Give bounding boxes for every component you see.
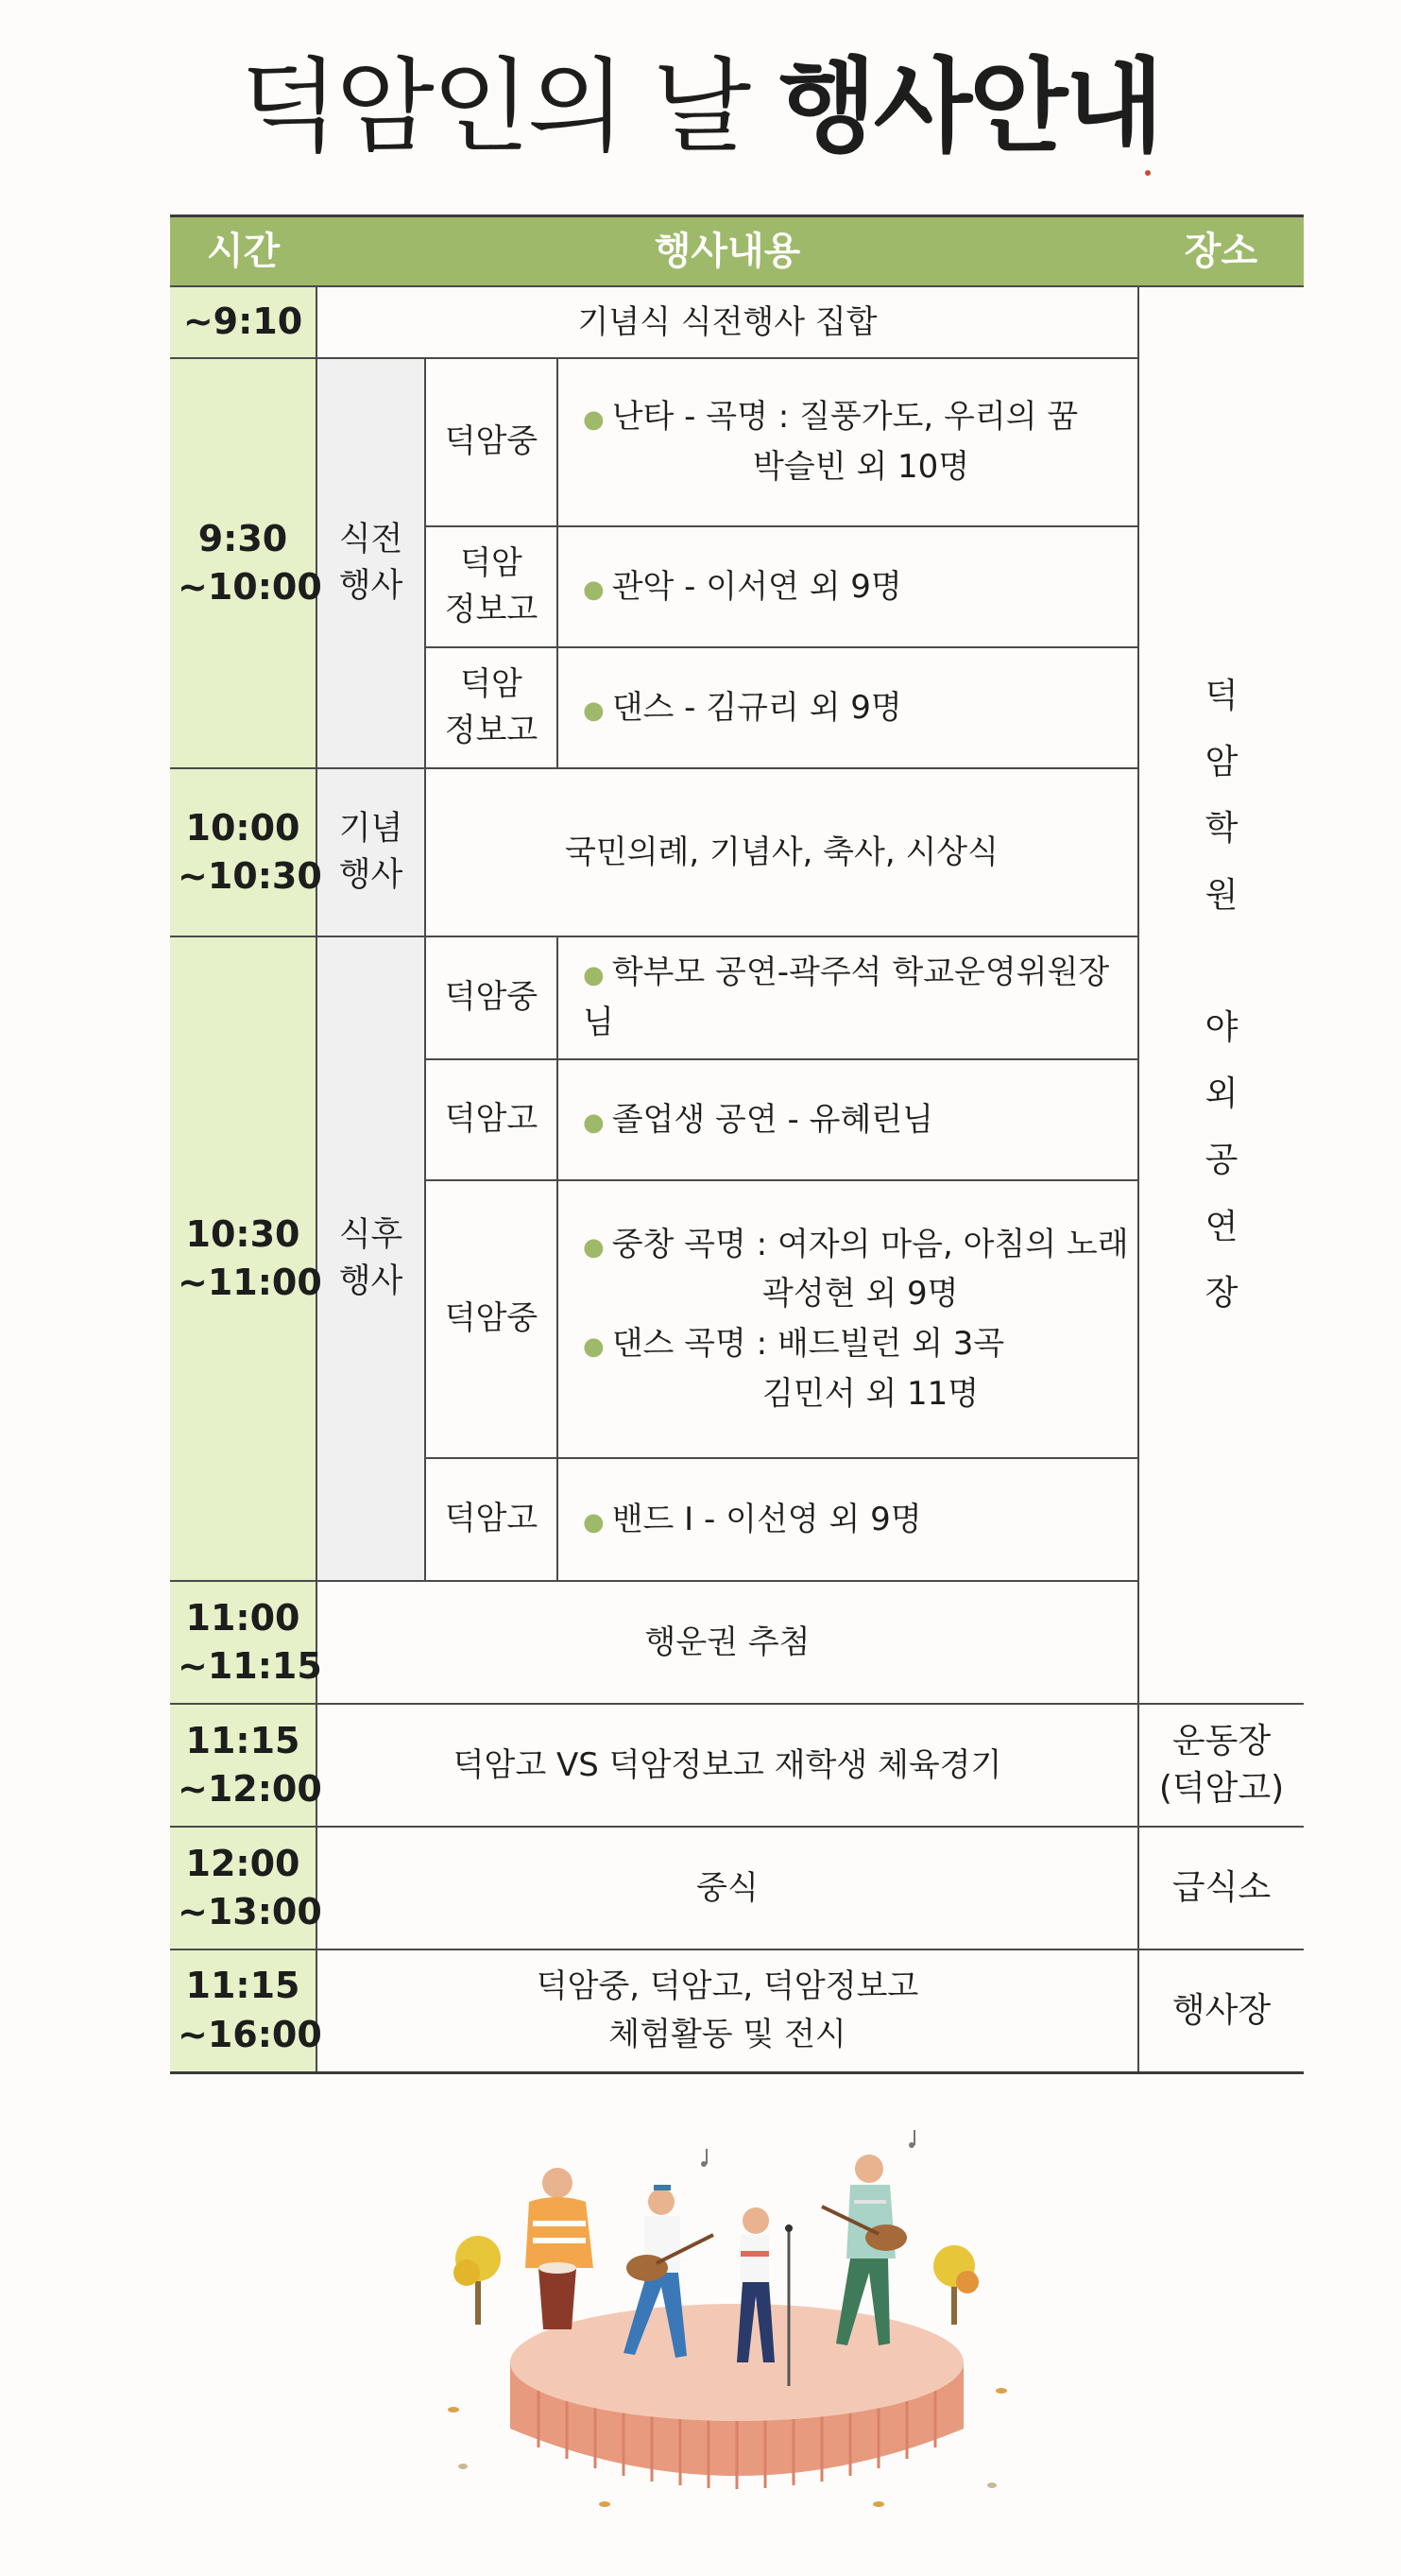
group-cell <box>316 358 425 768</box>
school-line: 덕암 <box>460 664 522 703</box>
time-end: ~11:00 <box>178 1262 322 1303</box>
title-bold: 행사안내 <box>777 48 1161 166</box>
group-label: 기념 <box>338 810 403 848</box>
detail-cell <box>557 1180 1138 1458</box>
detail-line: 난타 - 곡명 : 질풍가도, 우리의 꿈 <box>611 398 1079 437</box>
group-label: 식전 <box>338 521 403 558</box>
school-cell: 덕암고 <box>425 1458 557 1581</box>
title-light: 덕암인의 날 <box>240 48 749 166</box>
content-cell: 중식 <box>316 1827 1138 1949</box>
bullet-icon: ● <box>583 575 605 604</box>
group-cell <box>316 936 425 1581</box>
group-label: 행사 <box>338 856 403 894</box>
time-end: ~10:30 <box>178 855 322 897</box>
school-cell: 덕암중 <box>425 358 557 526</box>
time-cell <box>170 768 322 936</box>
place-line: 운동장 <box>1171 1721 1272 1760</box>
time-end: ~11:15 <box>178 1645 322 1687</box>
table-row <box>170 358 1304 526</box>
group-cell <box>316 768 425 936</box>
header-content: 행사내용 <box>316 216 1138 287</box>
content-cell: 행운권 추첨 <box>316 1581 1138 1704</box>
drummer-icon <box>525 2168 593 2329</box>
time-cell <box>170 1704 322 1827</box>
school-cell <box>425 526 557 647</box>
school-cell <box>425 647 557 768</box>
venue-char: 외 <box>1205 1074 1239 1114</box>
detail-line: 댄스 곡명 : 배드빌런 외 3곡 <box>611 1325 1005 1363</box>
content-cell: 덕암고 VS 덕암정보고 재학생 체육경기 <box>316 1704 1138 1827</box>
venue-char: 학 <box>1205 809 1239 849</box>
time-end: ~12:00 <box>178 1768 322 1810</box>
stage-icon <box>510 2304 964 2489</box>
place-cell <box>1138 1704 1304 1827</box>
detail-line: 중창 곡명 : 여자의 마음, 아침의 노래 <box>611 1225 1129 1263</box>
school-line: 덕암 <box>460 543 522 582</box>
page-title <box>0 48 1401 166</box>
header-place: 장소 <box>1138 216 1304 287</box>
time-start: 10:00 <box>185 806 300 849</box>
venue-char: 공 <box>1205 1141 1239 1180</box>
detail-line: 곽성현 외 9명 <box>762 1275 959 1314</box>
time-cell: ~9:10 <box>170 286 316 358</box>
content-line: 체험활동 및 전시 <box>608 2015 846 2053</box>
bullet-icon: ● <box>583 961 605 990</box>
time-end: ~10:00 <box>178 566 322 608</box>
detail-cell <box>557 1059 1138 1180</box>
table-row <box>170 936 1304 1059</box>
detail-line: 졸업생 공연 - 유혜린님 <box>611 1100 933 1139</box>
venue-char: 야 <box>1205 1008 1239 1047</box>
time-start: 11:15 <box>185 1965 300 2007</box>
content-cell <box>316 1949 1138 2072</box>
table-row <box>170 1704 1304 1827</box>
tree-icon <box>933 2245 979 2325</box>
detail-line: 관악 - 이서연 외 9명 <box>611 567 902 606</box>
place-cell: 급식소 <box>1138 1827 1304 1949</box>
table-row <box>170 286 1304 358</box>
header-row <box>170 216 1304 287</box>
table-row <box>170 1949 1304 2072</box>
time-end: ~13:00 <box>178 1891 322 1932</box>
time-cell <box>170 1949 322 2072</box>
detail-cell <box>557 936 1138 1059</box>
venue-char: 연 <box>1205 1207 1239 1246</box>
table-row <box>170 1581 1304 1704</box>
content-line: 덕암중, 덕암고, 덕암정보고 <box>536 1966 919 2005</box>
detail-cell <box>557 526 1138 647</box>
school-line: 정보고 <box>444 591 538 628</box>
decor-dot <box>1145 170 1151 176</box>
detail-line: 댄스 - 김규리 외 9명 <box>611 688 902 727</box>
venue-char: 암 <box>1205 743 1239 782</box>
table-row <box>170 1827 1304 1949</box>
content-cell: 기념식 식전행사 집합 <box>316 286 1138 358</box>
schedule-table <box>170 215 1304 2074</box>
detail-line: 박슬빈 외 10명 <box>753 448 970 486</box>
group-label: 행사 <box>338 1262 403 1300</box>
time-start: 10:30 <box>185 1212 300 1255</box>
time-cell <box>170 1827 322 1949</box>
detail-line: 학부모 공연-곽주석 학교운영위원장님 <box>583 953 1110 1041</box>
content-cell: 국민의례, 기념사, 축사, 시상식 <box>425 768 1138 936</box>
table-row <box>170 768 1304 936</box>
group-label: 행사 <box>338 567 403 605</box>
time-cell <box>170 936 322 1581</box>
music-note-icon <box>701 2130 915 2167</box>
time-start: 11:15 <box>185 1719 300 1761</box>
bullet-icon: ● <box>583 1332 605 1361</box>
time-start: 9:30 <box>197 517 288 559</box>
bullet-icon: ● <box>583 696 605 725</box>
detail-cell <box>557 358 1138 526</box>
detail-cell <box>557 1458 1138 1581</box>
place-line: (덕암고) <box>1158 1769 1285 1808</box>
venue-char: 원 <box>1205 875 1239 915</box>
time-end: ~16:00 <box>178 2013 322 2055</box>
detail-line: 밴드 I - 이선영 외 9명 <box>611 1500 922 1538</box>
school-cell: 덕암고 <box>425 1059 557 1180</box>
header-time: 시간 <box>170 216 316 287</box>
venue-cell <box>1138 286 1304 1704</box>
group-label: 식후 <box>338 1216 403 1254</box>
place-cell: 행사장 <box>1138 1949 1304 2072</box>
time-cell <box>170 358 322 768</box>
bullet-icon: ● <box>583 1507 605 1537</box>
detail-line: 김민서 외 11명 <box>762 1374 980 1413</box>
school-cell: 덕암중 <box>425 1180 557 1458</box>
bullet-icon: ● <box>583 1232 605 1262</box>
tree-icon <box>453 2236 501 2325</box>
venue-char: 장 <box>1205 1273 1239 1313</box>
band-concert-illustration <box>435 2126 1020 2523</box>
time-start: 12:00 <box>185 1842 300 1884</box>
detail-cell <box>557 647 1138 768</box>
bullet-icon: ● <box>583 1108 605 1137</box>
bullet-icon: ● <box>583 405 605 435</box>
school-line: 정보고 <box>444 712 538 749</box>
time-cell <box>170 1581 322 1704</box>
venue-char: 덕 <box>1205 677 1239 716</box>
school-cell: 덕암중 <box>425 936 557 1059</box>
time-start: 11:00 <box>185 1596 300 1639</box>
